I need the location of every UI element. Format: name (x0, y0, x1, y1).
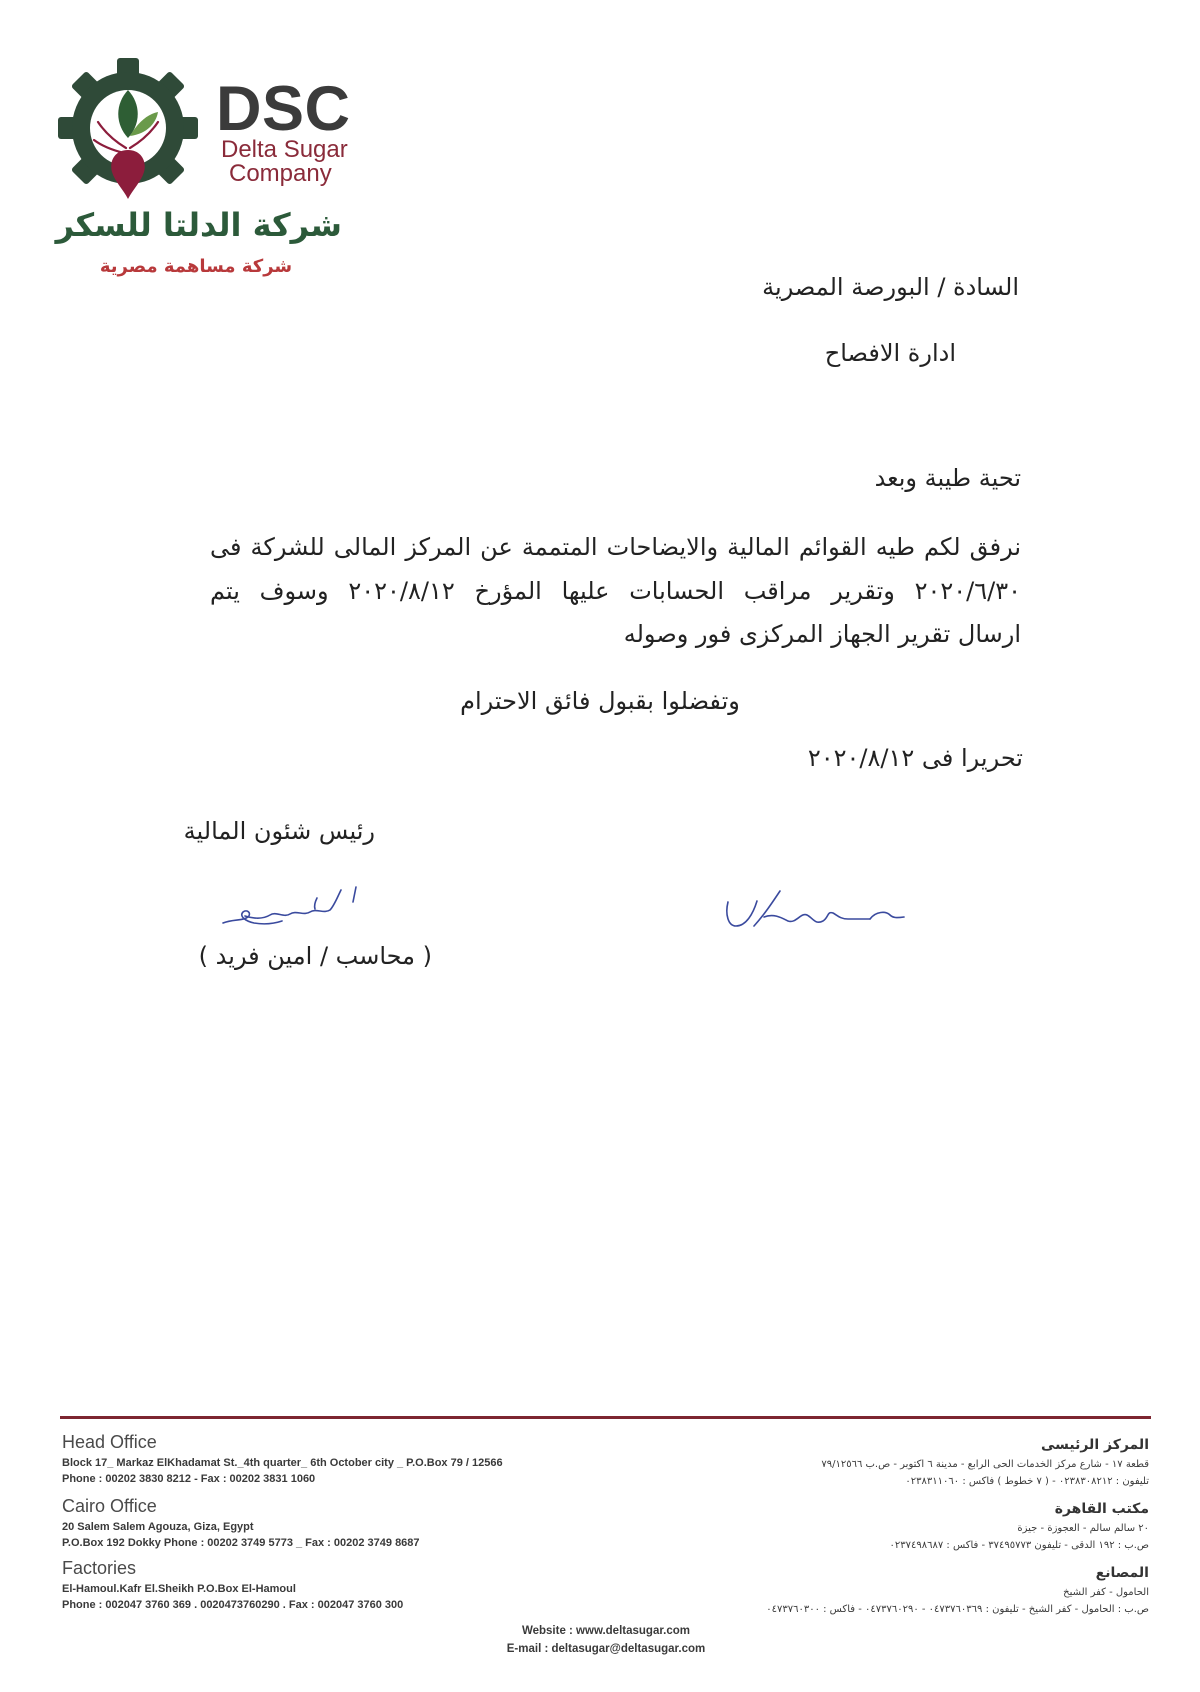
logo-name-english-line2: Company (229, 160, 332, 187)
body-paragraph-line: نرفق لكم طيه القوائم المالية والايضاحات المتممة عن المركز المالى للشركة فى (210, 533, 1021, 561)
footer-office-title: مكتب القاهرة (1054, 1501, 1149, 1517)
greeting-line: تحية طيبة وبعد (874, 464, 1021, 492)
footer-office-title: المركز الرئيسى (1040, 1437, 1149, 1453)
date-line: تحريرا فى ٢٠٢٠/٨/١٢ (807, 744, 1023, 772)
footer-office-line: ٢٠ سالم سالم - العجوزة - جيزة (1017, 1523, 1149, 1534)
recipient-line: السادة / البورصة المصرية (762, 273, 1019, 301)
footer-website: Website : www.deltasugar.com (521, 1625, 691, 1637)
body-paragraph-line: ٢٠٢٠/٦/٣٠ وتقرير مراقب الحسابات عليها المؤرخ ٢٠٢٠/٨/١٢ وسوف يتم (210, 577, 1021, 605)
footer-office-en (62, 1556, 403, 1613)
footer-office-line: تليفون : ٠٢٣٨٣٠٨٢١٢ - ( ٧ خطوط ) فاكس : ٠٢٣٨٣١١٠٦٠ (905, 1476, 1149, 1487)
footer-office-line: Block 17_ Markaz ElKhadamat St._4th quarter_ 6th October city _ P.O.Box 79 / 12566 (62, 1457, 503, 1469)
footer-office-line: 20 Salem Salem Agouza, Giza, Egypt (62, 1521, 254, 1533)
footer-office-ar (821, 1434, 1149, 1490)
closing-line: وتفضلوا بقبول فائق الاحترام (460, 687, 740, 715)
signatory-title: رئيس شئون المالية (183, 817, 375, 845)
company-gear-logo-icon (58, 58, 198, 203)
footer-office-line: الحامول - كفر الشيخ (1063, 1587, 1149, 1598)
body-paragraph-line: ارسال تقرير الجهاز المركزى فور وصوله (623, 620, 1021, 648)
footer-email: E-mail : deltasugar@deltasugar.com (506, 1643, 706, 1655)
footer-office-line: Phone : 00202 3830 8212 - Fax : 00202 3831 1060 (62, 1472, 316, 1485)
logo-subtitle-arabic: شركة مساهمة مصرية (99, 256, 293, 277)
signature-accountant-icon (205, 878, 375, 933)
footer-office-title: Factories (62, 1558, 137, 1578)
footer-office-title: Head Office (62, 1432, 157, 1452)
footer-office-title: المصانع (1095, 1565, 1149, 1581)
logo-abbreviation: DSC (216, 74, 351, 144)
footer-office-title: Cairo Office (62, 1496, 157, 1516)
footer-office-line: Phone : 002047 3760 369 . 0020473760290 . Fax : 002047 3760 300 (62, 1598, 404, 1611)
footer-office-line: ص.ب : الحامول - كفر الشيخ - تليفون : ٠٤٧٣٧٦٠٣٦٩ - ٠٤٧٣٧٦٠٢٩٠ - فاكس : ٠٤٧٣٧٦٠٣٠٠ (766, 1604, 1149, 1615)
footer-divider (60, 1416, 1151, 1419)
footer-office-ar (890, 1498, 1149, 1554)
footer-office-line: قطعة ١٧ - شارع مركز الخدمات الحى الرابع - مدينة ٦ اكتوبر - ص.ب ٧٩/١٢٥٦٦ (821, 1459, 1149, 1470)
footer-office-en (62, 1430, 503, 1487)
footer-office-en (62, 1494, 420, 1551)
signatory-name: ( محاسب / امين فريد ) (198, 942, 432, 970)
department-line: ادارة الافصاح (824, 339, 956, 367)
logo-name-arabic: شركة الدلتا للسكر (55, 206, 342, 244)
footer-office-line: ص.ب : ١٩٢ الدقى - تليفون ٣٧٤٩٥٧٧٣ - فاكس : ٠٢٣٧٤٩٨٦٨٧ (889, 1540, 1149, 1551)
signature-second-icon (720, 886, 910, 936)
footer-office-ar (766, 1562, 1149, 1618)
logo-name-english-line1: Delta Sugar (221, 136, 348, 163)
footer-office-line: El-Hamoul.Kafr El.Sheikh P.O.Box El-Hamoul (62, 1583, 296, 1595)
footer-office-line: P.O.Box 192 Dokky Phone : 00202 3749 5773 _ Fax : 00202 3749 8687 (62, 1536, 420, 1549)
